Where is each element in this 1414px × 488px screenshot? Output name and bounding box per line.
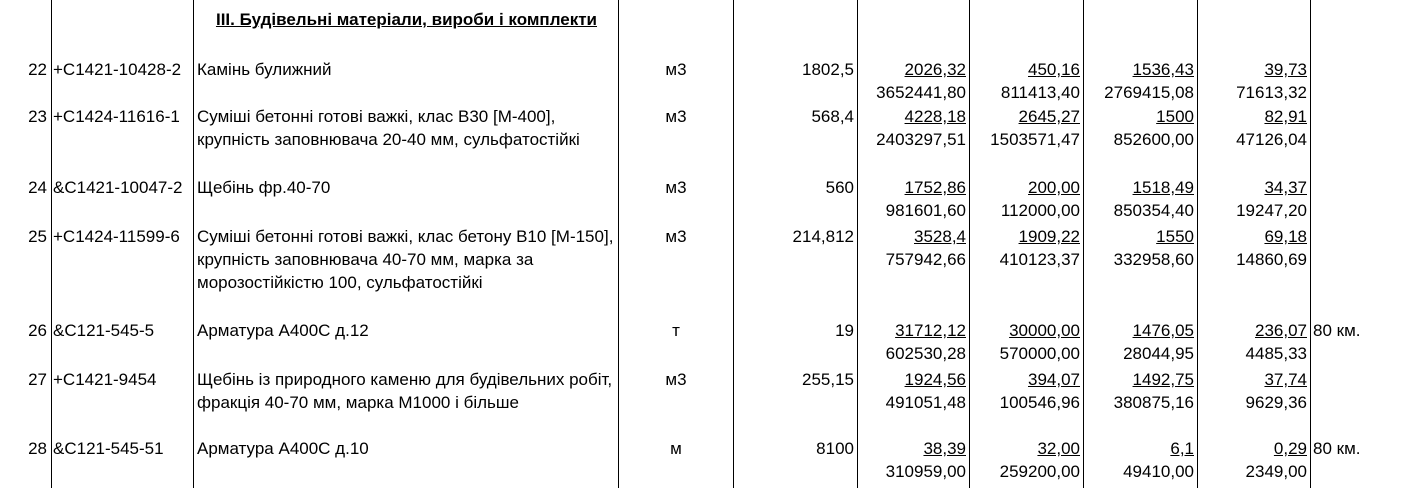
row-number: 22 (28, 60, 47, 79)
unit-price: 1924,56 (904, 370, 966, 389)
unit-price-material: 450,16 (1028, 60, 1080, 79)
total-material: 811413,40 (1000, 83, 1080, 102)
unit-price-procurement: 0,29 (1273, 439, 1307, 458)
unit-price: 3528,4 (914, 227, 966, 246)
resource-code: +С1424-11599-6 (53, 227, 180, 246)
total-material: 112000,00 (1000, 201, 1080, 220)
unit-price: 4228,18 (904, 107, 966, 126)
resource-code: +С1421-9454 (53, 370, 157, 389)
total-procurement: 19247,20 (1236, 201, 1307, 220)
unit-price: 2026,32 (904, 60, 966, 79)
material-name: Камінь булижний (197, 60, 332, 79)
row-number: 23 (28, 107, 47, 126)
quantity: 19 (835, 321, 854, 340)
resource-code: +С1421-10428-2 (53, 60, 182, 79)
unit: м3 (665, 107, 687, 126)
unit-price-material: 2645,27 (1018, 107, 1080, 126)
unit-price: 38,39 (923, 439, 966, 458)
total-material: 259200,00 (999, 462, 1080, 481)
quantity: 8100 (816, 439, 854, 458)
total-material: 570000,00 (999, 344, 1080, 363)
total-procurement: 2349,00 (1245, 462, 1307, 481)
quantity: 1802,5 (802, 60, 854, 79)
resource-code: +С1424-11616-1 (53, 107, 180, 126)
material-name: Суміші бетонні готові важкі, клас В30 [М-400], крупність заповнювача 20-40 мм, сульфатостійкі (197, 107, 580, 149)
unit-price-procurement: 34,37 (1264, 178, 1307, 197)
unit-price-transport: 6,1 (1170, 439, 1194, 458)
total-price: 981601,60 (885, 201, 966, 220)
total-transport: 332958,60 (1113, 250, 1194, 269)
total-procurement: 9629,36 (1245, 393, 1307, 412)
unit-price-transport: 1550 (1156, 227, 1194, 246)
unit-price: 31712,12 (895, 321, 966, 340)
total-transport: 850354,40 (1113, 201, 1194, 220)
total-transport: 380875,16 (1113, 393, 1194, 412)
total-price: 3652441,80 (876, 83, 966, 102)
material-name: Щебінь із природного каменю для будівельних робіт, фракція 40-70 мм, марка М1000 і більше (197, 370, 613, 412)
transport-note: 80 км. (1313, 321, 1361, 340)
unit-price-transport: 1536,43 (1132, 60, 1194, 79)
total-material: 1503571,47 (990, 130, 1080, 149)
material-name: Арматура А400С д.10 (197, 439, 369, 458)
unit-price-procurement: 39,73 (1264, 60, 1307, 79)
quantity: 568,4 (811, 107, 854, 126)
transport-note: 80 км. (1313, 439, 1361, 458)
quantity: 255,15 (802, 370, 854, 389)
quantity: 214,812 (792, 227, 854, 246)
unit-price-material: 30000,00 (1009, 321, 1080, 340)
section-title: ІІІ. Будівельні матеріали, вироби і комплекти (215, 10, 598, 29)
row-number: 26 (28, 321, 47, 340)
resource-code: &С1421-10047-2 (53, 178, 183, 197)
unit-price-procurement: 69,18 (1264, 227, 1307, 246)
total-transport: 49410,00 (1123, 462, 1194, 481)
total-procurement: 4485,33 (1245, 344, 1307, 363)
unit-price-transport: 1500 (1156, 107, 1194, 126)
resource-code: &С121-545-5 (53, 321, 155, 340)
unit-price: 1752,86 (904, 178, 966, 197)
unit-price-material: 200,00 (1028, 178, 1080, 197)
total-price: 602530,28 (885, 344, 966, 363)
unit-price-material: 394,07 (1028, 370, 1080, 389)
row-number: 24 (28, 178, 47, 197)
total-price: 310959,00 (885, 462, 966, 481)
unit-price-material: 32,00 (1037, 439, 1080, 458)
total-price: 2403297,51 (876, 130, 966, 149)
total-material: 100546,96 (999, 393, 1080, 412)
unit: м3 (665, 227, 687, 246)
unit: м3 (665, 370, 687, 389)
unit-price-procurement: 236,07 (1255, 321, 1307, 340)
total-price: 491051,48 (885, 393, 966, 412)
column-divider (51, 0, 52, 488)
unit-price-transport: 1492,75 (1132, 370, 1194, 389)
resource-code: &С121-545-51 (53, 439, 164, 458)
material-name: Суміші бетонні готові важкі, клас бетону В10 [М-150], крупність заповнювача 40-70 мм, марка за морозостійкістю 100, сульфатостійкі (197, 227, 614, 292)
total-price: 757942,66 (885, 250, 966, 269)
unit: м (670, 439, 682, 458)
total-procurement: 71613,32 (1236, 83, 1307, 102)
row-number: 27 (28, 370, 47, 389)
quantity: 560 (825, 178, 854, 197)
total-procurement: 14860,69 (1236, 250, 1307, 269)
total-transport: 852600,00 (1113, 130, 1194, 149)
total-transport: 28044,95 (1123, 344, 1194, 363)
unit-price-procurement: 82,91 (1264, 107, 1307, 126)
unit-price-procurement: 37,74 (1264, 370, 1307, 389)
unit: м3 (665, 60, 687, 79)
unit: т (672, 321, 680, 340)
unit-price-transport: 1476,05 (1132, 321, 1194, 340)
material-name: Арматура А400С д.12 (197, 321, 369, 340)
total-transport: 2769415,08 (1104, 83, 1194, 102)
unit: м3 (665, 178, 687, 197)
column-divider (193, 0, 194, 488)
total-material: 410123,37 (999, 250, 1080, 269)
row-number: 25 (28, 227, 47, 246)
row-number: 28 (28, 439, 47, 458)
column-divider (1310, 0, 1311, 488)
unit-price-material: 1909,22 (1018, 227, 1080, 246)
total-procurement: 47126,04 (1236, 130, 1307, 149)
material-name: Щебінь фр.40-70 (197, 178, 331, 197)
unit-price-transport: 1518,49 (1132, 178, 1194, 197)
